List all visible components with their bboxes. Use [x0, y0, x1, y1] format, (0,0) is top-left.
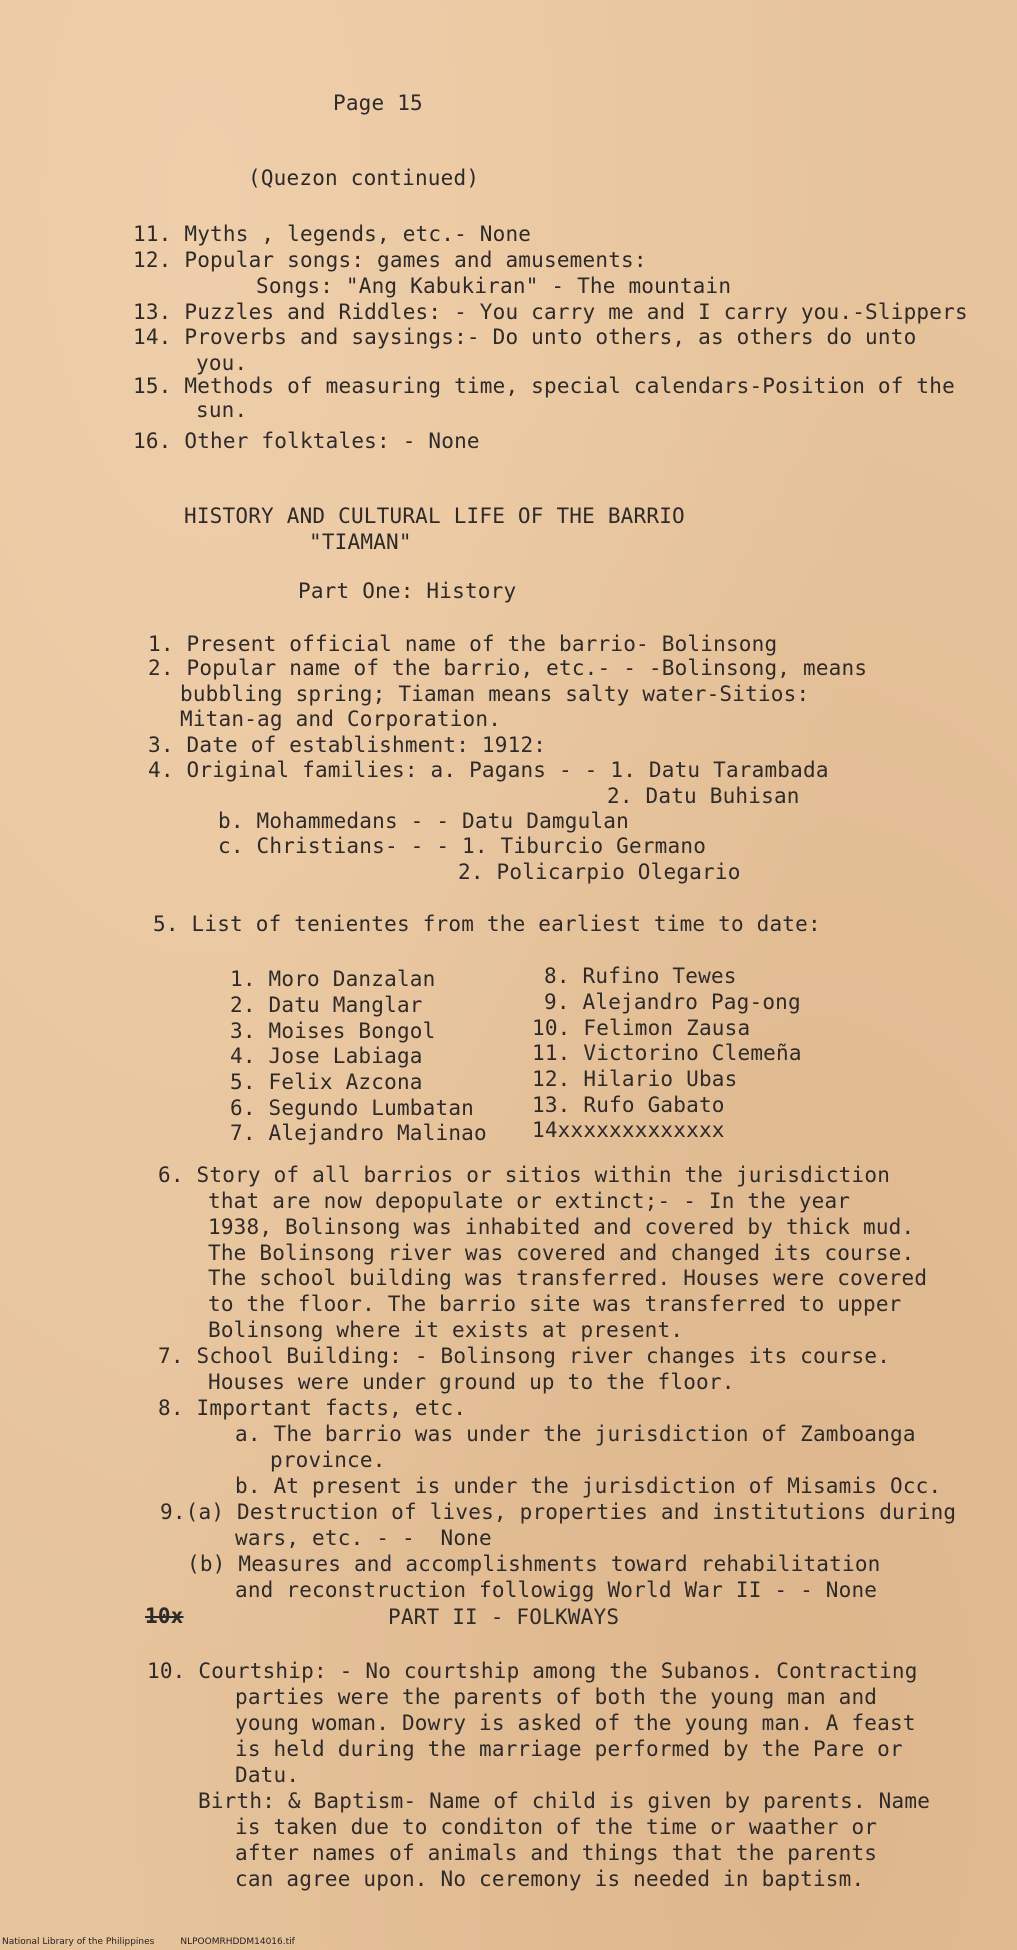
teniente-left: 5. Felix Azcona [230, 1070, 423, 1094]
history-item-6: 6. Story of all barrios or sitios within the jurisdiction [158, 1163, 891, 1187]
teniente-right: 11. Victorino Clemeña [532, 1041, 802, 1065]
folkways-item-10-cont: young woman. Dowry is asked of the young man. A feast [235, 1711, 916, 1735]
history-item-8: 8. Important facts, etc. [158, 1396, 467, 1420]
struck-mark: 10x [145, 1604, 184, 1628]
teniente-right: 9. Alejandro Pag-ong [544, 990, 801, 1014]
item-16: 16. Other folktales: - None [133, 429, 480, 453]
history-item-7-cont: Houses were under ground up to the floor. [208, 1370, 735, 1394]
teniente-right: 10. Felimon Zausa [532, 1016, 751, 1040]
item-14: 14. Proverbs and saysings:- Do unto others, as others do unto [133, 325, 917, 349]
history-item-2-cont2: Mitan-ag and Corporation. [180, 707, 502, 731]
footer-library: National Library of the Philippines [2, 1937, 155, 1947]
history-item-9a: 9.(a) Destruction of lives, properties and institutions during [160, 1500, 957, 1524]
history-item-8a-cont: province. [270, 1448, 386, 1472]
history-item-9b-cont: and reconstruction followigg World War II - - None [235, 1578, 878, 1602]
history-item-7: 7. School Building: - Bolinsong river changes its course. [158, 1344, 891, 1368]
history-item-5: 5. List of tenientes from the earliest time to date: [153, 912, 821, 936]
folkways-birth-cont: after names of animals and things that the parents [235, 1841, 878, 1865]
folkways-item-10-cont: Datu. [235, 1763, 300, 1787]
item-12-songs: Songs: "Ang Kabukiran" - The mountain [256, 274, 732, 298]
history-item-6-cont: 1938, Bolinsong was inhabited and covered by thick mud. [208, 1215, 915, 1239]
history-item-9b: (b) Measures and accomplishments toward rehabilitation [187, 1552, 881, 1576]
history-item-4-pagan-2: 2. Datu Buhisan [607, 784, 800, 808]
teniente-left: 1. Moro Danzalan [230, 967, 436, 991]
history-item-6-cont: to the floor. The barrio site was transferred to upper [208, 1292, 902, 1316]
barrio-name: "TIAMAN" [309, 530, 412, 554]
teniente-left: 4. Jose Labiaga [230, 1044, 423, 1068]
folkways-birth-cont: can agree upon. No ceremony is needed in baptism. [235, 1867, 865, 1891]
part-two-heading: PART II - FOLKWAYS [388, 1605, 620, 1629]
teniente-right: 8. Rufino Tewes [544, 964, 737, 988]
item-15-cont: sun. [196, 398, 248, 422]
history-item-6-cont: The Bolinsong river was covered and changed its course. [208, 1241, 915, 1265]
teniente-left: 2. Datu Manglar [230, 993, 423, 1017]
teniente-right-struck: 14xxxxxxxxxxxxx [532, 1118, 725, 1142]
item-14-cont: you. [196, 351, 248, 375]
teniente-left: 3. Moises Bongol [230, 1019, 436, 1043]
teniente-left: 7. Alejandro Malinao [230, 1121, 487, 1145]
history-item-6-cont: that are now depopulate or extinct;- - In the year [208, 1189, 851, 1213]
footer-file: NLPOOMRHDDM14016.tif [180, 1937, 295, 1947]
item-13: 13. Puzzles and Riddles: - You carry me and I carry you.-Slippers [133, 300, 968, 324]
history-item-2: 2. Popular name of the barrio, etc.- - -Bolinsong, means [148, 656, 868, 680]
history-item-3: 3. Date of establishment: 1912: [148, 733, 547, 757]
folkways-item-10-cont: is held during the marriage performed by the Pare or [235, 1737, 903, 1761]
history-heading: HISTORY AND CULTURAL LIFE OF THE BARRIO [184, 504, 685, 528]
subtitle: (Quezon continued) [248, 166, 480, 190]
folkways-item-10-cont: parties were the parents of both the young man and [235, 1685, 878, 1709]
scan-footer [2, 1937, 321, 1948]
history-item-8a: a. The barrio was under the jurisdiction of Zamboanga [235, 1422, 916, 1446]
history-item-4-christians: c. Christians- - - 1. Tiburcio Germano [218, 834, 707, 858]
folkways-birth: Birth: & Baptism- Name of child is given by parents. Name [198, 1789, 931, 1813]
teniente-right: 12. Hilario Ubas [532, 1067, 738, 1091]
history-item-4: 4. Original families: a. Pagans - - 1. Datu Tarambada [148, 758, 829, 782]
history-item-2-cont: bubbling spring; Tiaman means salty water-Sitios: [180, 682, 810, 706]
folkways-item-10: 10. Courtship: - No courtship among the Subanos. Contracting [147, 1659, 918, 1683]
page-number: Page 15 [333, 91, 423, 115]
history-item-1: 1. Present official name of the barrio- Bolinsong [148, 632, 778, 656]
folkways-birth-cont: is taken due to conditon of the time or waather or [235, 1815, 878, 1839]
history-item-4-christian-2: 2. Policarpio Olegario [458, 860, 741, 884]
teniente-right: 13. Rufo Gabato [532, 1093, 725, 1117]
history-item-4-mohammedans: b. Mohammedans - - Datu Damgulan [218, 809, 629, 833]
history-item-6-cont: The school building was transferred. Houses were covered [208, 1266, 928, 1290]
history-item-6-cont: Bolinsong where it exists at present. [208, 1318, 684, 1342]
teniente-left: 6. Segundo Lumbatan [230, 1096, 475, 1120]
history-item-9a-cont: wars, etc. - - None [235, 1526, 492, 1550]
item-11: 11. Myths , legends, etc.- None [133, 222, 532, 246]
history-item-8b: b. At present is under the jurisdiction of Misamis Occ. [235, 1474, 942, 1498]
item-15: 15. Methods of measuring time, special calendars-Position of the [133, 374, 955, 398]
part-one-heading: Part One: History [298, 579, 517, 603]
item-12: 12. Popular songs: games and amusements: [133, 248, 647, 272]
